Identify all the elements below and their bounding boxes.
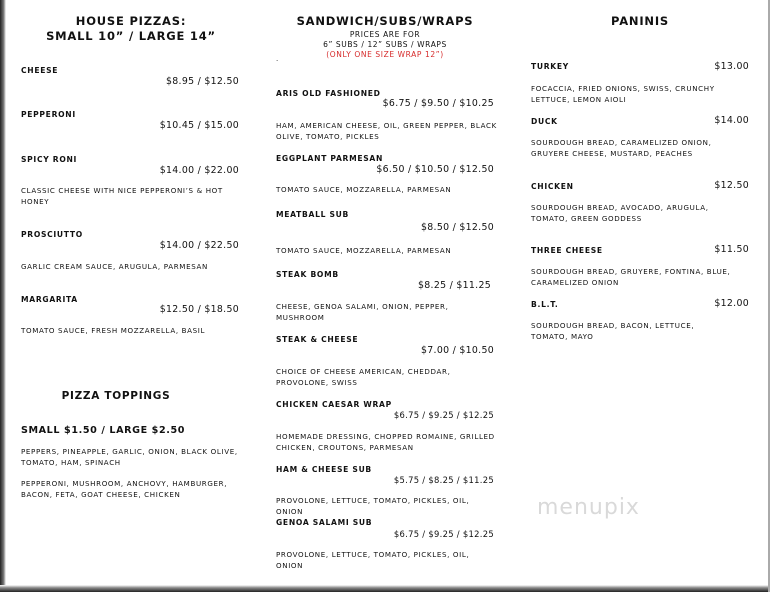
menu-item-name: ARIS OLD FASHIONED: [276, 89, 381, 98]
menu-item-description: TOMATO SAUCE, MOZZARELLA, PARMESAN: [276, 185, 452, 194]
menu-item-description: FOCACCIA, FRIED ONIONS, SWISS, CRUNCHY LETTUCE, LEMON AIOLI: [531, 84, 715, 104]
menu-item-description: CHOICE OF CHEESE AMERICAN, CHEDDAR, PROVOLONE, SWISS: [276, 367, 451, 387]
page-edge-bottom: [0, 585, 770, 592]
menu-item-name: EGGPLANT PARMESAN: [276, 154, 384, 163]
menu-item-name: MARGARITA: [21, 295, 78, 304]
menu-item-name: CHICKEN CAESAR WRAP: [276, 400, 392, 409]
pizzas-title: HOUSE PIZZAS:: [75, 14, 187, 28]
menupix-watermark: menupix: [537, 495, 640, 520]
menu-item-description: CLASSIC CHEESE WITH NICE PEPPERONI’S & HOT HONEY: [21, 186, 223, 206]
menu-item-name: STEAK & CHEESE: [276, 335, 359, 344]
menu-item-price: $14.00: [714, 115, 749, 126]
menu-item-name: CHICKEN: [531, 182, 574, 191]
toppings-price: SMALL $1.50 / LARGE $2.50: [21, 425, 186, 436]
toppings-list-1: PEPPERS, PINEAPPLE, GARLIC, ONION, BLACK OLIVE, TOMATO, HAM, SPINACH: [21, 447, 238, 467]
menu-item-price: $12.00: [714, 298, 749, 309]
menu-item-description: PROVOLONE, LETTUCE, TOMATO, PICKLES, OIL, ONION: [276, 496, 470, 516]
page-edge-left: [0, 0, 6, 592]
menu-item-description: CHEESE, GENOA SALAMI, ONION, PEPPER, MUSHROOM: [276, 302, 449, 322]
menu-item-price: $8.50 / $12.50: [421, 222, 494, 233]
menu-item-description: SOURDOUGH BREAD, BACON, LETTUCE, TOMATO, MAYO: [531, 321, 695, 341]
menu-item-description: GARLIC CREAM SAUCE, ARUGULA, PARMESAN: [21, 262, 208, 271]
menu-item-price: $14.00 / $22.50: [159, 240, 239, 251]
sandwich-price-sizes: 6” SUBS / 12” SUBS / WRAPS: [323, 40, 447, 49]
menu-item-price: $11.50: [714, 244, 749, 255]
menu-item-name: HAM & CHEESE SUB: [276, 465, 372, 474]
menu-item-name: MEATBALL SUB: [276, 210, 350, 219]
menu-item-name: SPICY RONI: [21, 155, 78, 164]
menu-item-description: PROVOLONE, LETTUCE, TOMATO, PICKLES, OIL, ONION: [276, 550, 470, 570]
menu-item-description: SOURDOUGH BREAD, CARAMELIZED ONION, GRUYERE CHEESE, MUSTARD, PEACHES: [531, 138, 712, 158]
toppings-title: PIZZA TOPPINGS: [61, 390, 171, 402]
menu-item-name: DUCK: [531, 117, 558, 126]
menu-item-price: $8.95 / $12.50: [166, 76, 239, 87]
menu-item-description: TOMATO SAUCE, FRESH MOZZARELLA, BASIL: [21, 326, 206, 335]
menu-item-price: $6.50 / $10.50 / $12.50: [376, 164, 494, 175]
menu-item-price: $6.75 / $9.25 / $12.25: [393, 529, 494, 539]
sandwich-title: SANDWICH/SUBS/WRAPS: [296, 14, 474, 28]
menu-item-price: $12.50: [714, 180, 749, 191]
pizzas-size-title: SMALL 10” / LARGE 14”: [46, 29, 216, 43]
dot-marker: .: [276, 55, 279, 63]
menu-item-description: HAM, AMERICAN CHEESE, OIL, GREEN PEPPER, BLACK OLIVE, TOMATO, PICKLES: [276, 121, 497, 141]
menu-item-description: SOURDOUGH BREAD, GRUYERE, FONTINA, BLUE, CARAMELIZED ONION: [531, 267, 731, 287]
menu-item-name: PEPPERONI: [21, 110, 76, 119]
toppings-list-2: PEPPERONI, MUSHROOM, ANCHOVY, HAMBURGER, BACON, FETA, GOAT CHEESE, CHICKEN: [21, 479, 228, 499]
menu-item-description: SOURDOUGH BREAD, AVOCADO, ARUGULA, TOMATO, GREEN GODDESS: [531, 203, 709, 223]
menu-item-price: $7.00 / $10.50: [421, 345, 494, 356]
menu-item-name: GENOA SALAMI SUB: [276, 518, 373, 527]
menu-item-price: $10.45 / $15.00: [159, 120, 239, 131]
menu-item-name: TURKEY: [531, 62, 569, 71]
menu-item-name: THREE CHEESE: [531, 246, 603, 255]
menu-item-price: $6.75 / $9.25 / $12.25: [393, 410, 494, 420]
menu-item-price: $14.00 / $22.00: [159, 165, 239, 176]
menu-item-name: PROSCIUTTO: [21, 230, 83, 239]
menu-item-description: HOMEMADE DRESSING, CHOPPED ROMAINE, GRILLED CHICKEN, CROUTONS, PARMESAN: [276, 432, 495, 452]
sandwich-price-note: PRICES ARE FOR: [349, 30, 421, 39]
menu-item-price: $12.50 / $18.50: [159, 304, 239, 315]
menu-item-price: $6.75 / $9.50 / $10.25: [382, 98, 494, 109]
menu-item-description: TOMATO SAUCE, MOZZARELLA, PARMESAN: [276, 246, 452, 255]
menu-item-price: $8.25 / $11.25: [418, 280, 491, 291]
menu-item-name: STEAK BOMB: [276, 270, 339, 279]
menu-item-price: $5.75 / $8.25 / $11.25: [393, 475, 494, 485]
menu-item-price: $13.00: [714, 61, 749, 72]
menu-item-name: B.L.T.: [531, 300, 559, 309]
paninis-title: PANINIS: [611, 14, 669, 28]
menu-item-name: CHEESE: [21, 66, 59, 75]
sandwich-wrap-note: (ONLY ONE SIZE WRAP 12”): [326, 50, 444, 59]
